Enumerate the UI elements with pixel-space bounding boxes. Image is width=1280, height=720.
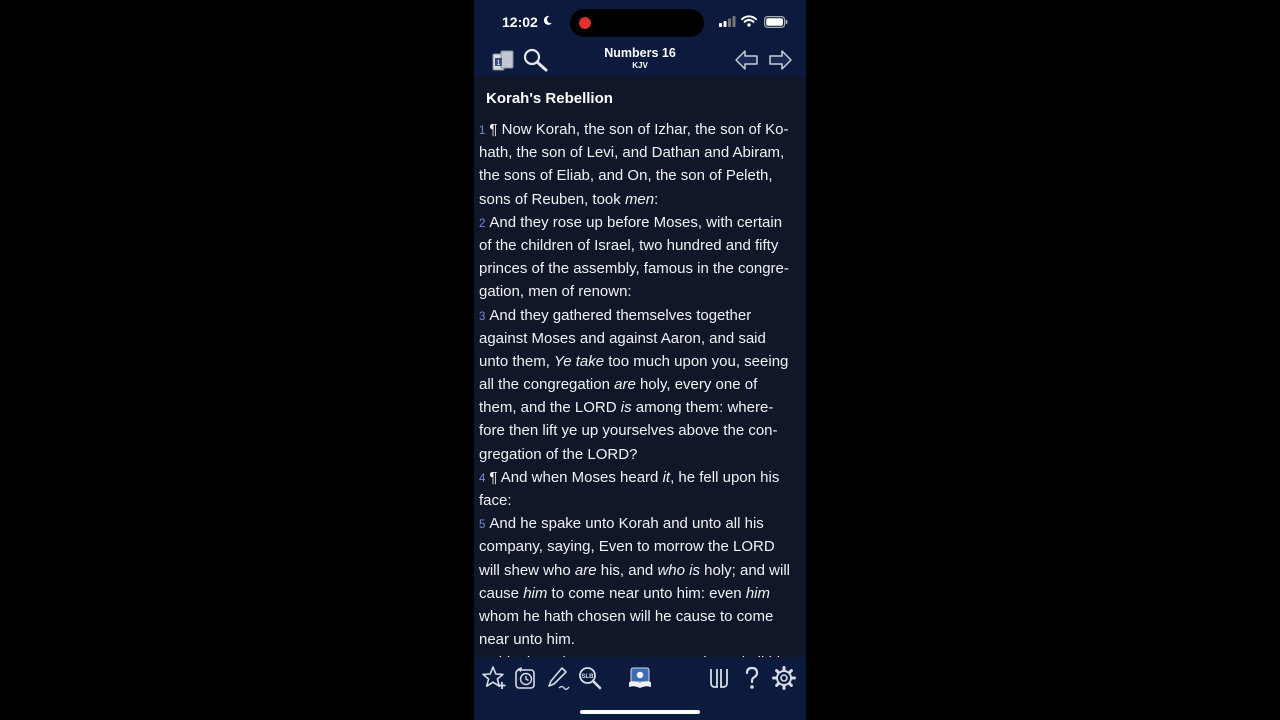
dynamic-island [570,9,704,37]
verse-text: among them: where- [631,399,774,417]
home-indicator[interactable] [580,710,700,714]
verse-text: ¶ Now Korah, the son of Izhar, the son of Ko- [489,121,789,138]
verse-line [479,582,805,605]
moon-icon [542,15,553,26]
wifi-icon [741,15,757,27]
verse-italic-text: is [620,399,632,417]
verse-text: all the congregation [479,376,615,394]
verse-line [479,605,805,628]
lexicon-magnifier-icon[interactable] [577,665,603,691]
verse-line [479,280,805,303]
verse-line [479,257,805,280]
verse-line [479,304,805,327]
verse-text: , he fell upon his [670,468,780,486]
verse-text: cause [479,584,524,602]
clock-time: 12:02 [502,14,538,30]
chapter-title[interactable] [570,46,710,71]
verse-italic-text: it [662,468,671,486]
verse-text: whom he hath chosen will he cause to come [479,607,774,625]
verse-text: holy; and will [699,561,791,579]
verse-line [479,419,805,442]
verse-text: them, and the LORD [479,399,621,417]
pen-icon[interactable] [545,665,571,691]
verse-text: And they gathered themselves together [489,306,752,324]
status-bar [474,0,806,44]
star-plus-icon[interactable] [481,665,507,691]
back-arrow-icon[interactable] [733,47,761,73]
verse-text: too much upon you, seeing [604,352,789,370]
verse-2[interactable] [479,211,805,304]
verse-italic-text: are [614,376,636,394]
verse-text: princes of the assembly, famous in the congre- [479,260,789,278]
verse-line [479,211,805,234]
gear-icon[interactable] [771,665,797,691]
verse-text: : [654,190,659,208]
recording-indicator [579,17,591,29]
verse-text: near unto him. [479,631,575,649]
chapter-content[interactable] [474,76,806,657]
history-clock-icon[interactable] [513,665,539,691]
verse-text: And they rose up before Moses, with certain [489,213,783,231]
verse-line [479,350,805,373]
verse-text: holy, every one of [635,376,758,394]
verse-italic-text: him [523,584,548,602]
verse-number[interactable]: 2 [479,217,486,230]
verse-line [479,188,805,211]
verse-number[interactable]: 4 [479,472,486,485]
verse-line [479,141,805,164]
verse-line [479,234,805,257]
verse-3[interactable] [479,304,805,466]
bottom-toolbar [474,657,806,720]
verse-line [479,512,805,535]
verse-text: of the children of Israel, two hundred and fifty [479,236,779,254]
verse-list [479,118,805,675]
battery-icon [764,16,788,28]
verse-line [479,443,805,466]
section-heading: Korah's Rebellion [486,90,613,107]
verse-line [479,535,805,558]
verse-text: to come near unto him: even [547,584,746,602]
cellular-signal-icon [719,16,736,27]
navigation-bar [474,44,806,76]
svg-text:1: 1 [496,60,501,67]
verse-text: sons of Reuben, took [479,190,625,208]
verse-line [479,489,805,512]
verse-line [479,559,805,582]
verse-number[interactable]: 5 [479,519,486,532]
verse-text: gation, men of renown: [479,283,632,301]
verse-text: company, saying, Even to morrow the LORD [479,538,775,556]
verse-text: the sons of Eliab, and On, the son of Peleth, [479,167,773,185]
verse-line [479,327,805,350]
forward-arrow-icon[interactable] [766,47,794,73]
verse-line [479,466,805,489]
verse-number[interactable]: 3 [479,310,486,323]
verse-italic-text: are [574,561,597,579]
verse-line [479,396,805,419]
parallel-columns-icon[interactable] [706,665,732,691]
verse-italic-text: him [745,584,770,602]
verse-text: fore then lift ye up yourselves above the con- [479,422,778,440]
bible-books-icon[interactable] [490,47,518,73]
verse-text: gregation of the LORD? [479,445,638,463]
chapter-title-text: Numbers 16 [604,46,676,60]
verse-5[interactable] [479,512,805,651]
verse-italic-text: Ye take [554,352,605,370]
translation-label: KJV [632,61,648,70]
verse-line [479,118,805,141]
verse-text: hath, the son of Levi, and Dathan and Abiram, [479,144,785,162]
verse-line [479,164,805,187]
phone-screen [474,0,806,720]
verse-text: his, and [596,561,658,579]
verse-text: ¶ And when Moses heard [489,468,663,486]
verse-4[interactable] [479,466,805,512]
search-icon[interactable] [521,47,549,73]
svg-text:SLB: SLB [581,674,594,680]
verse-line [479,628,805,651]
verse-italic-text: who is [657,561,700,579]
verse-number[interactable]: 1 [479,125,486,137]
question-icon[interactable] [739,665,765,691]
verse-text: will shew who [479,561,575,579]
verse-text: unto them, [479,352,555,370]
open-book-icon[interactable] [627,665,653,691]
verse-1[interactable] [479,118,805,211]
verse-text: against Moses and against Aaron, and said [479,329,766,347]
verse-text: face: [479,492,512,509]
verse-line [479,373,805,396]
verse-text: And he spake unto Korah and unto all his [489,515,764,533]
verse-italic-text: men [624,190,655,208]
